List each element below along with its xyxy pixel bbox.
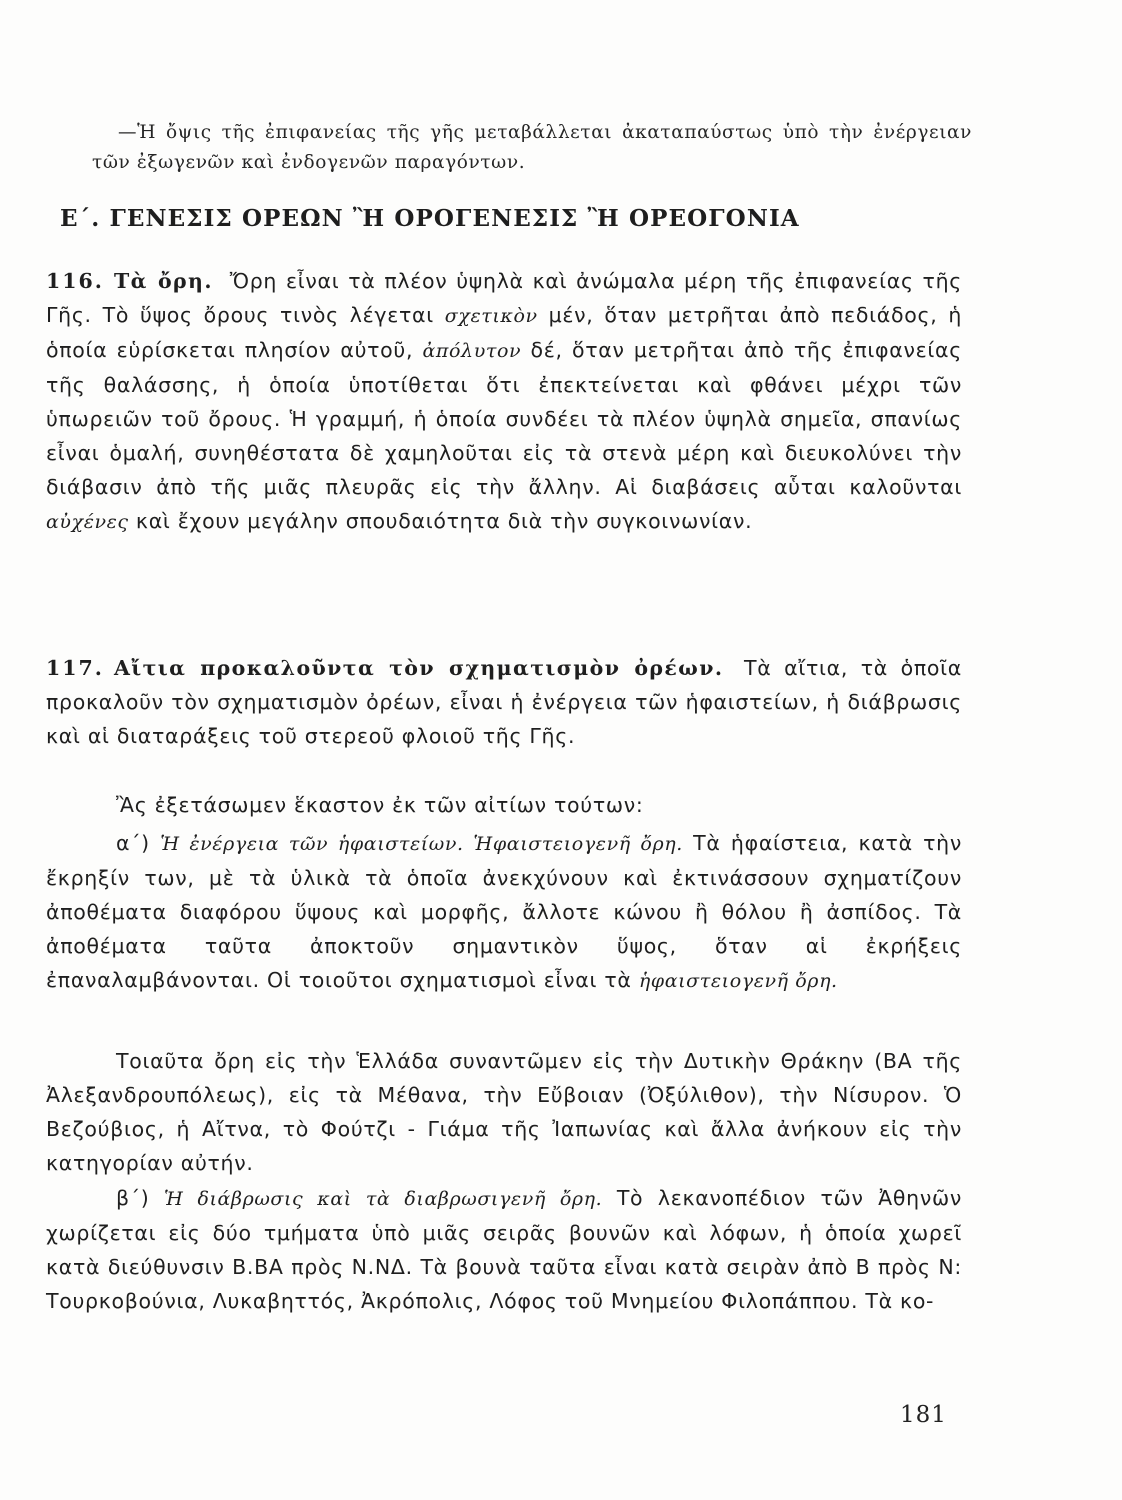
text-alpha-part1: Τὰ ἡφαίστεια, κατὰ τὴν ἔκρηξίν των, μὲ τὰ ὑλικὰ τὰ ὁποῖα ἀνεκχύνουν καὶ ἐκτινάσσουν σχηματίζουν ἀποθέματα διαφόρου ὕψους καὶ μορφῆς, ἄλλοτε κώνου ἢ θόλου ἢ ἀσπίδος. Τὰ ἀποθέματα ταῦτα ἀποκτοῦν σημαντικὸν ὕψος, ὅταν αἱ ἐκρήξεις ἐπαναλαμβάνονται. Οἱ τοιοῦτοι σχηματισμοὶ εἶναι τὰ [46, 831, 962, 992]
subheading-volcanoes: Ἡ ἐνέργεια τῶν ἡφαιστείων. Ἡφαιστειογενῆ ὄρη. [160, 833, 683, 855]
section-title-117: Αἴτια προκαλοῦντα τὸν σχηματισμὸν ὀρέων. [113, 656, 724, 680]
page-number: 181 [900, 1402, 947, 1428]
paragraph-greece-examples: Τοιαῦτα ὄρη εἰς τὴν Ἑλλάδα συναντῶμεν εἰς τὴν Δυτικὴν Θράκην (ΒΑ τῆς Ἀλεξανδρουπόλεως), εἰς τὰ Μέθανα, τὴν Εὔβοιαν (Ὀξύλιθον), τὴν Νίσυρον. Ὁ Βεζούβιος, ἡ Αἴτνα, τὸ Φούτζι - Γιάμα τῆς Ἰαπωνίας καὶ ἄλλα ἀνήκουν εἰς τὴν κατηγορίαν αὐτήν. [46, 1049, 962, 1175]
paragraph-alpha [46, 826, 962, 998]
term-passes: αὐχένες [46, 511, 129, 533]
text-116-part2: μέν, ὅταν μετρῆται ἀπὸ πεδιάδος, ἡ ὁποία εὑρίσκεται πλησίον αὐτοῦ, [46, 303, 963, 362]
paragraph-beta [46, 1181, 962, 1318]
intro-paragraph: —Ἡ ὄψις τῆς ἐπιφανείας τῆς γῆς μεταβάλλεται ἀκαταπαύστως ὑπὸ τὴν ἐνέργειαν τῶν ἐξωγενῶν καὶ ἐνδογενῶν παραγόντων. [92, 122, 972, 173]
section-number-116: 116. [46, 269, 104, 293]
term-volcanic-mountains: ἡφαιστειογενῆ ὄρη. [638, 970, 838, 992]
text-117-part1: Τὰ αἴτια, τὰ ὁποῖα προκαλοῦν τὸν σχηματισμὸν ὀρέων, εἶναι ἡ ἐνέργεια τῶν ἡφαιστείων, ἡ διάβρωσις καὶ αἱ διαταράξεις τοῦ στερεοῦ φλοιοῦ τῆς Γῆς. [46, 656, 963, 748]
text-beta-part1: Τὸ λεκανοπέδιον τῶν Ἀθηνῶν χωρίζεται εἰς δύο τμήματα ὑπὸ μιᾶς σειρᾶς βουνῶν καὶ λόφων, ἡ ὁποία χωρεῖ κατὰ διεύθυνσιν Β.ΒΑ πρὸς Ν.ΝΔ. Τὰ βουνὰ ταῦτα εἶναι κατὰ σειρὰν ἀπὸ Β πρὸς Ν: Τουρκοβούνια, Λυκαβηττός, Ἀκρόπολις, Λόφος τοῦ Μνημείου Φιλοπάππου. Τὰ κο- [46, 1186, 962, 1313]
section-number-117: 117. [46, 656, 104, 680]
term-relative: σχετικὸν [444, 305, 538, 327]
paragraph-117 [46, 651, 962, 753]
list-intro-paragraph: Ἂς ἐξετάσωμεν ἕκαστον ἐκ τῶν αἰτίων τούτων: [116, 793, 644, 817]
section-heading: Ε΄. ΓΕΝΕΣΙΣ ΟΡΕΩΝ Ἢ ΟΡΟΓΕΝΕΣΙΣ Ἢ ΟΡΕΟΓΟΝΙΑ [60, 205, 800, 232]
term-absolute: ἀπόλυτον [422, 340, 522, 362]
list-marker-alpha: α΄) [116, 831, 150, 855]
text-116-part4: καὶ ἔχουν μεγάλην σπουδαιότητα διὰ τὴν συγκοινωνίαν. [135, 509, 753, 533]
text-116-part1: Ὄρη εἶναι τὰ πλέον ὑψηλὰ καὶ ἀνώμαλα μέρη τῆς ἐπιφανείας τῆς Γῆς. Τὸ ὕψος ὄρους τινὸς λέγεται [46, 269, 962, 327]
list-marker-beta: β΄) [116, 1186, 150, 1210]
paragraph-116 [46, 264, 962, 539]
section-title-116: Τὰ ὄρη. [113, 269, 213, 293]
text-116-part3: δέ, ὅταν μετρῆται ἀπὸ τῆς ἐπιφανείας τῆς θαλάσσης, ἡ ὁποία ὑποτίθεται ὅτι ἐπεκτείνεται καὶ φθάνει μέχρι τῶν ὑπωρειῶν τοῦ ὄρους. Ἡ γραμμή, ἡ ὁποία συνδέει τὰ πλέον ὑψηλὰ σημεῖα, σπανίως εἶναι ὁμαλή, συνηθέστατα δὲ χαμηλοῦται εἰς τὰ στενὰ μέρη καὶ διευκολύνει τὴν διάβασιν ἀπὸ τῆς μιᾶς πλευρᾶς εἰς τὴν ἄλλην. Αἱ διαβάσεις αὗται καλοῦνται [46, 338, 963, 499]
subheading-erosion: Ἡ διάβρωσις καὶ τὰ διαβρωσιγενῆ ὄρη. [164, 1188, 603, 1210]
